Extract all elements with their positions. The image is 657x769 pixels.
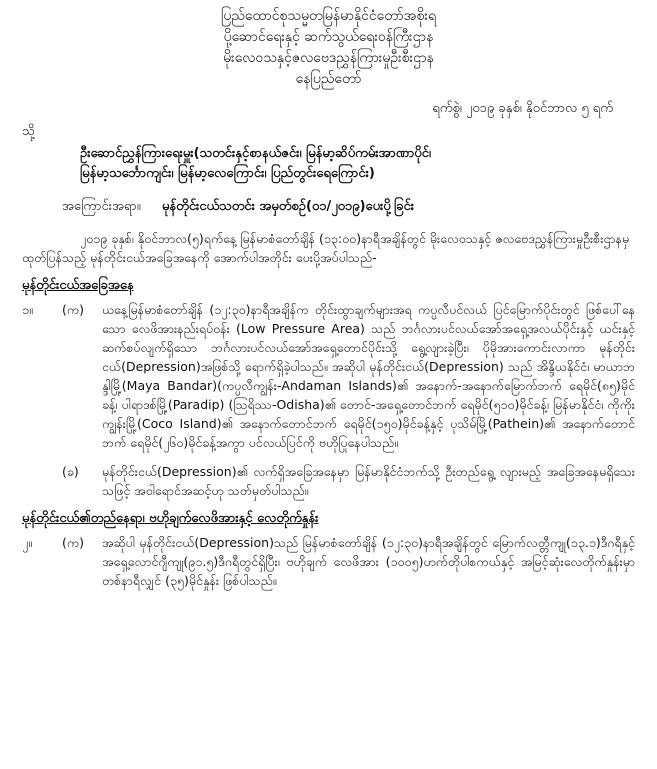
recipients-line-2: မြန်မာ့သင်္ဘောကျင်း၊ မြန်မာ့လေကြောင်း၊ ပြည်တွင်းရေကြောင်း) [80, 166, 375, 181]
item-text: အဆိုပါ မုန်တိုင်းငယ်(Depression)သည် မြန်မာစံတော်ချိန် (၁၂:၃၀)နာရီအချိန်တွင် မြောက်လတ္တီကျု(၁၃.၁)ဒီဂရီနှင့် အရှေ့လောင်ဂျီကျု(၉၁.၅)ဒီဂရီတွင်ရှိပြီး၊ ဗဟိုချက် လေဖိအား (၁၀၀၅)ဟက်တိုပါစကယ်နှင့် အမြင့်ဆုံးလေတိုက်နှုန်းမှာ တစ်နာရီလျှင် (၃၅)မိုင်နှုန်း ဖြစ်ပါသည်။ [102, 535, 635, 588]
to-label: သို့ [22, 124, 35, 139]
letterhead-department: မိုးလေဝသနှင့်ဇလဗေဒညွှန်ကြားမှုဦးစီးဌာန [223, 50, 434, 66]
recipients-line-1: ဦးဆောင်ညွှန်ကြားရေးမှူး(သတင်းနှင့်စာနယ်ဇင်း၊ မြန်မာ့ဆိပ်ကမ်းအာဏာပိုင်၊ [80, 146, 431, 161]
item-label: (ခ) [62, 464, 79, 479]
section-2-number: ၂။ [22, 535, 32, 550]
section-2-item-a [22, 533, 635, 590]
letterhead-ministry: ပို့ဆောင်ရေးနှင့် ဆက်သွယ်ရေးဝန်ကြီးဌာန [223, 29, 434, 45]
letterhead-city: နေပြည်တော် [295, 71, 362, 87]
section-1-item-b [22, 462, 635, 500]
subject-line [22, 198, 635, 217]
section-1-item-a [22, 300, 635, 452]
letterhead-government: ပြည်ထောင်စုသမ္မတမြန်မာနိုင်ငံတော်အစိုးရ [221, 8, 436, 24]
section-2-heading: မုန်တိုင်းငယ်၏တည်နေရာ၊ ဗဟိုချက်လေဖိအားနှင့် လေတိုက်နှုန်း [22, 511, 319, 526]
item-text: မုန်တိုင်းငယ်(Depression)၏ လက်ရှိအခြေအနေမှာ မြန်မာနိုင်ငံဘက်သို့ ဦးတည်ရွေ့ လျားမည့် အခြေအနေမရှိသေးသဖြင့် အဝါရောင်အဆင့်ဟု သတ်မှတ်ပါသည်။ [102, 464, 635, 498]
item-text: ယနေ့မြန်မာစံတော်ချိန် (၁၂:၃၀)နာရီအချိန်က တိုင်းထွာချက်များအရ ကပ္ပလီပင်လယ် ပြင်မြောက်ပိုင်းတွင် ဖြစ်ပေါ်နေသော လေဖိအားနည်းရပ်ဝန်း (Low Pressure Area) သည် ဘင်္ဂလားပင်လယ်အော်အရှေ့အလယ်ပိုင်းနှင့် ယင်းနှင့်ဆက်စပ်လျက်ရှိသော ဘင်္ဂလားပင်လယ်အော်အရှေ့တောင်ပိုင်းသို့ ရွေ့လျားခဲ့ပြီး၊ ပိုမိုအားကောင်းလာကာ မုန်တိုင်းငယ်(Depression)အဖြစ်သို့ ရောက်ရှိခဲ့ပါသည်။ အဆိုပါ မုန်တိုင်းငယ်(Depression) သည် အိန္ဒိယနိုင်ငံ၊ မာယာဘန္ဒါမြို့(Maya Bandar)(ကပ္ပလီကျွန်း-Andaman Islands)၏ အနောက်-အနောက်မြောက်ဘက် ရေမိုင်(၈၅)မိုင်ခန့်၊ ပါရာဒစ်မြို့(Paradip) (ဩရိဿ-Odisha)၏ တောင်-အရှေ့တောင်ဘက် ရေမိုင်(၅၁၀)မိုင်ခန့်၊ မြန်မာနိုင်ငံ၊ ကိုကိုးကျွန်းမြို့(Coco Island)၏ အနောက်တောင်ဘက် ရေမိုင်(၁၅၀)မိုင်ခန့်နှင့် ပုသိမ်မြို့(Pathein)၏ အနောက်တောင်ဘက် ရေမိုင်(၂၆၀)မိုင်ခန့်အကွာ ပင်လယ်ပြင်ကို ဗဟိုပြုနေပါသည်။ [102, 302, 635, 450]
letterhead [22, 6, 635, 90]
section-1-heading: မုန်တိုင်းငယ်အခြေအနေ [22, 278, 134, 293]
section-1-number: ၁။ [22, 302, 33, 317]
item-label: (က) [62, 535, 84, 550]
item-label: (က) [62, 302, 84, 317]
subject-text: မုန်တိုင်းငယ်သတင်း အမှတ်စဉ်(၀၁/၂၀၁၉)ပေးပို့ခြင်း [162, 199, 415, 214]
recipients [80, 144, 635, 184]
subject-label: အကြောင်းအရာ။ [62, 199, 141, 214]
intro-paragraph: ၂၀၁၉ ခုနှစ်၊ နိုဝင်ဘာလ(၅)ရက်နေ့ မြန်မာစံတော်ချိန် (၁၃:၀၀)နာရီအချိန်တွင် မိုးလေဝသနှင့် ဇလဗေဒညွှန်ကြားမှုဦးစီးဌာနမှ ထုတ်ပြန်သည့် မုန်တိုင်းငယ်အခြေအနေကို အောက်ပါအတိုင်း ပေးပို့အပ်ပါသည်- [22, 231, 630, 265]
letter-date: ရက်စွဲ၊ ၂၀၁၉ ခုနှစ်၊ နိုဝင်ဘာလ ၅ ရက် [432, 101, 613, 116]
